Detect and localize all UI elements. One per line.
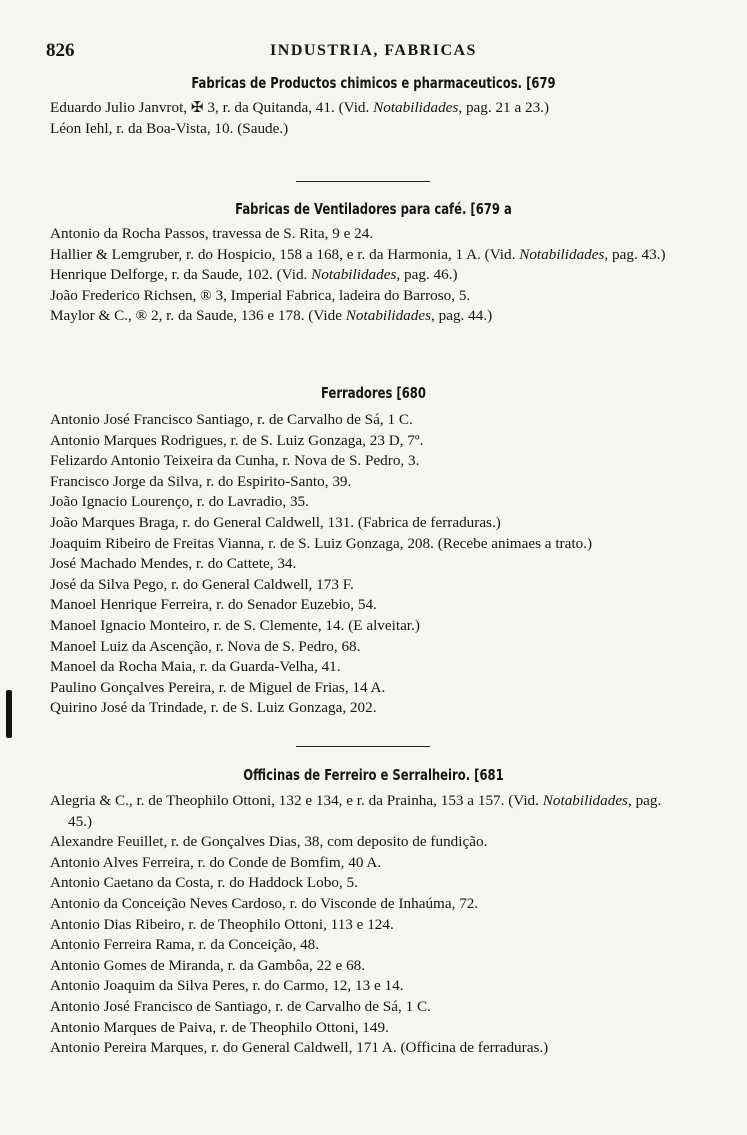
entry-list (0, 98, 747, 139)
list-item: Antonio Joaquim da Silva Peres, r. do Carmo, 12, 13 e 14. (50, 977, 404, 995)
notabilidades-reference: Notabilidades (542, 792, 628, 809)
list-item: Manoel Ignacio Monteiro, r. de S. Clemente, 14. (E alveitar.) (50, 616, 420, 634)
section-coffee-fans (0, 200, 747, 327)
section-title: Ferradores [680 (321, 384, 426, 402)
section-title: Fabricas de Productos chimicos e pharmaceuticos. [679 (191, 74, 556, 92)
list-item: Antonio Gomes de Miranda, r. da Gambôa, 22 e 68. (50, 956, 366, 974)
list-item: Léon Iehl, r. da Boa-Vista, 10. (Saude.) (50, 119, 289, 137)
list-item: Manoel Luiz da Ascenção, r. Nova de S. Pedro, 68. (50, 637, 361, 655)
page-header (0, 40, 747, 64)
list-item: Joaquim Ribeiro de Freitas Vianna, r. de S. Luiz Gonzaga, 208. (Recebe animaes a trato.) (50, 534, 593, 552)
list-item: Henrique Delforge, r. da Saude, 102. (Vid. Notabilidades, pag. 46.) (50, 266, 458, 284)
list-item: José Machado Mendes, r. do Cattete, 34. (50, 555, 297, 573)
section-blacksmith-workshops (0, 766, 747, 1059)
section-title: Officinas de Ferreiro e Serralheiro. [681 (243, 766, 504, 784)
notabilidades-reference: Notabilidades (345, 307, 432, 325)
list-item: Antonio Marques de Paiva, r. de Theophilo Ottoni, 149. (50, 1018, 389, 1036)
entry-list (0, 224, 747, 327)
list-item: Quirino José da Trindade, r. de S. Luiz Gonzaga, 202. (50, 699, 377, 717)
entry-list (0, 791, 747, 1059)
list-item: Manoel Henrique Ferreira, r. do Senador Euzebio, 54. (50, 596, 377, 614)
list-item: Alegria & C., r. de Theophilo Ottoni, 132 e 134, e r. da Prainha, 153 a 157. (Vid. Notabilidades, pag. 45.) (50, 792, 662, 830)
list-item: Antonio Dias Ribeiro, r. de Theophilo Ottoni, 113 e 124. (50, 915, 394, 933)
list-item: Hallier & Lemgruber, r. do Hospicio, 158 a 168, e r. da Harmonia, 1 A. (Vid. Notabilidades, pag. 43.) (50, 245, 666, 263)
notabilidades-reference: Notabilidades (373, 99, 459, 116)
scan-margin-mark (6, 690, 12, 738)
list-item: Antonio Ferreira Rama, r. da Conceição, 48. (50, 936, 320, 954)
entry-list (0, 410, 747, 719)
list-item: Antonio da Conceição Neves Cardoso, r. do Visconde de Inhaúma, 72. (50, 894, 479, 912)
section-title: Fabricas de Ventiladores para café. [679 a (235, 200, 512, 218)
list-item: Eduardo Julio Janvrot, ✠ 3, r. da Quitanda, 41. (Vid. Notabilidades, pag. 21 a 23.) (50, 99, 550, 116)
list-item: Felizardo Antonio Teixeira da Cunha, r. Nova de S. Pedro, 3. (50, 452, 420, 470)
list-item: João Marques Braga, r. do General Caldwell, 131. (Fabrica de ferraduras.) (50, 513, 501, 531)
list-item: José da Silva Pego, r. do General Caldwell, 173 F. (50, 575, 354, 593)
list-item: Antonio Marques Rodrigues, r. de S. Luiz Gonzaga, 23 D, 7º. (50, 431, 424, 449)
list-item: Manoel da Rocha Maia, r. da Guarda-Velha, 41. (50, 658, 341, 676)
list-item: Antonio José Francisco de Santiago, r. de Carvalho de Sá, 1 C. (50, 997, 431, 1015)
section-divider (296, 181, 430, 182)
section-farriers (0, 384, 747, 719)
list-item: Antonio José Francisco Santiago, r. de Carvalho de Sá, 1 C. (50, 411, 413, 428)
page-number: 826 (46, 40, 75, 61)
section-divider (296, 746, 430, 747)
list-item: Francisco Jorge da Silva, r. do Espirito-Santo, 39. (50, 472, 352, 490)
list-item: Antonio Pereira Marques, r. do General Caldwell, 171 A. (Officina de ferraduras.) (50, 1039, 549, 1057)
list-item: Paulino Gonçalves Pereira, r. de Miguel de Frias, 14 A. (50, 678, 386, 696)
running-head: INDUSTRIA, FABRICAS (270, 42, 477, 59)
list-item: Alexandre Feuillet, r. de Gonçalves Dias, 38, com deposito de fundição. (50, 833, 488, 851)
notabilidades-reference: Notabilidades (519, 245, 605, 263)
list-item: Antonio da Rocha Passos, travessa de S. Rita, 9 e 24. (50, 225, 374, 242)
list-item: João Ignacio Lourenço, r. do Lavradio, 35. (50, 493, 309, 511)
list-item: Antonio Caetano da Costa, r. do Haddock Lobo, 5. (50, 874, 358, 892)
section-chemical-products (0, 74, 747, 139)
notabilidades-reference: Notabilidades (311, 266, 397, 284)
list-item: Maylor & C., ® 2, r. da Saude, 136 e 178. (Vide Notabilidades, pag. 44.) (50, 307, 493, 325)
list-item: Antonio Alves Ferreira, r. do Conde de Bomfim, 40 A. (50, 853, 382, 871)
list-item: João Frederico Richsen, ® 3, Imperial Fabrica, ladeira do Barroso, 5. (50, 286, 471, 304)
